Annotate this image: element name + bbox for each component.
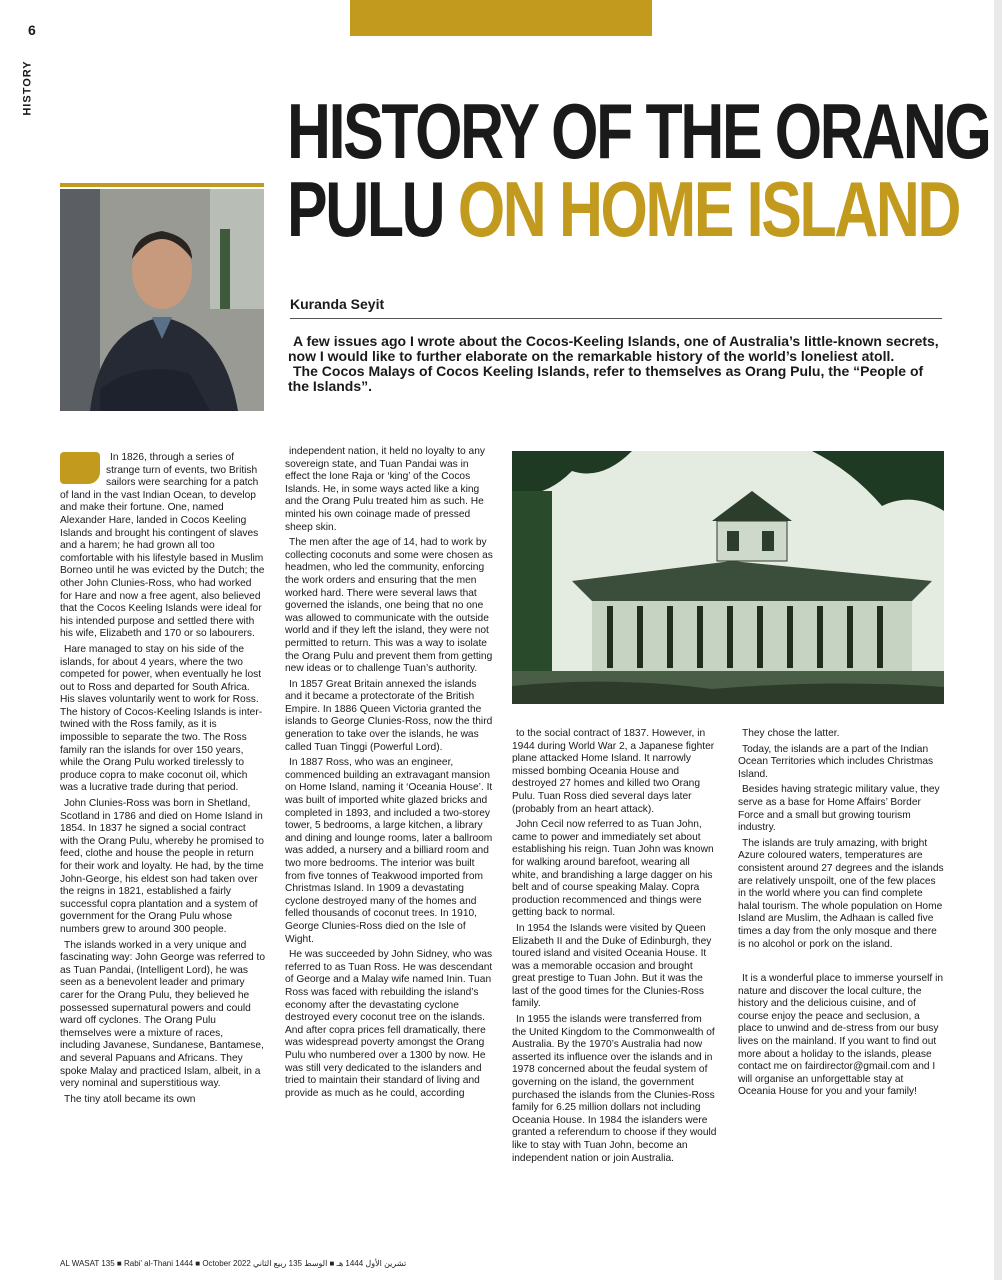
author-photo <box>60 189 264 411</box>
top-accent-bar <box>350 0 652 36</box>
page-footer: AL WASAT 135 ■ Rabi’ al-Thani 1444 ■ October 2022 تشرين الأول 1444 هـ ■ الوسط 135 ربيع الثاني <box>60 1259 407 1268</box>
article-column-2 <box>285 446 493 1103</box>
headline-line-2-dark: PULU <box>287 165 458 253</box>
intro-paragraph: A few issues ago I wrote about the Cocos-Keeling Islands, one of Australia’s little-known secrets, now I would like to further elaborate on the remarkable history of the world’s loneliest atoll. <box>288 333 939 364</box>
article-paragraph: In 1857 Great Britain annexed the islands and it became a protectorate of the British Empire. In 1886 Queen Victoria granted the islands to George Clunies-Ross, now the third generation to take over the islands, he was called Tuan Tinggi (Powerful Lord). <box>285 678 493 753</box>
byline-rule <box>290 318 942 319</box>
article-paragraph: Besides having strategic military value, they serve as a base for Home Affairs’ Border Force and a small but growing tourism industry. <box>738 784 940 834</box>
article-column-1 <box>60 452 266 1109</box>
author-photo-illustration <box>60 189 264 411</box>
oceania-house-photo <box>512 451 944 704</box>
article-paragraph: In 1887 Ross, who was an engineer, commenced building an extravagant mansion on Home Island, naming it ‘Oceania House’. It was built of imported white glazed bricks and completed in 1893, and included a two-storey tower, 5 bedrooms, a large kitchen, a library and dining and lounge rooms, later a ballroom was added, a nursery and a billiard room and two more bedrooms. The interior was built from five tonnes of Teakwood imported from Christmas Island. In 1909 a devastating cyclone destroyed many of the homes and felled thousands of coconut trees. In 1910, George Clunies-Ross died on the Isle of Wight. <box>285 757 493 945</box>
section-label-text: HISTORY <box>21 60 34 116</box>
page-number: 6 <box>28 22 36 38</box>
author-byline: Kuranda Seyit <box>290 296 385 312</box>
article-paragraph: John Cecil now referred to as Tuan John, came to power and immediately set about establishing his reign. Tuan John was known for walking around barefoot, wearing all white, and brandishing a large dagger on his belt and of course speaking Malay. Copra production recommenced and things were getting back to normal. <box>512 819 714 919</box>
article-column-4 <box>738 728 944 1102</box>
article-paragraph: They chose the latter. <box>742 728 840 739</box>
article-paragraph: Hare managed to stay on his side of the islands, for about 4 years, where the two competed for power, when eventually he lost out to Ross and departed for South Africa. His slaves voluntarily went to work for Ross. The history of Cocos-Keeling Islands is inter-twined with the Ross family, as it is impossible to separate the two. The Ross family ran the islands for over 150 years, while the Orang Pulu worked tirelessly to produce copra to make coconut oil, which was a lucrative trade during that period. <box>60 643 263 794</box>
article-paragraph: The islands are truly amazing, with bright Azure coloured waters, temperatures are consistent around 27 degrees and the islands are relatively unspoilt, one of the few places in the world where you can find complete halal tourism. The whole population on Home Island are Muslim, the Adhaan is called five times a day from the only mosque and there is no alcohol or pork on the island. <box>738 837 944 950</box>
article-column-3 <box>512 728 718 1168</box>
headline-line-2-gold: ON HOME ISLAND <box>457 165 960 253</box>
intro-standfirst <box>288 334 948 394</box>
article-paragraph: In 1826, through a series of strange turn of events, two British sailors were searching for a patch of land in the vast Indian Ocean, to develop and make their fortune. One, named Alexander Hare, landed in Cocos Keeling Islands and brought his contingent of slaves and a harem; he had grown all too comfortable with his lifestyle based in Muslim Borneo until he was evicted by the Dutch; the other John Clunies-Ross, who had worked for Hare and now a free agent, also believed that the Cocos Keeling Islands were ideal for his intended purpose and settled there with his wife, Elizabeth and 170 or so labourers. <box>60 452 265 640</box>
intro-paragraph: The Cocos Malays of Cocos Keeling Islands, refer to themselves as Orang Pulu, the “People of the Islands”. <box>288 363 924 394</box>
photo-accent-rule <box>60 183 264 187</box>
page-edge-shadow <box>994 0 1002 1280</box>
article-paragraph: In 1955 the islands were transferred from the United Kingdom to the Commonwealth of Australia. By the 1970’s Australia had now asserted its influence over the islands and in 1978 concerned about the feudal system of governing on the island, the government purchased the islands from the Clunies-Ross family for 6.25 million dollars not including Oceania House. In 1984 the islanders were granted a referendum to choose if they would like to stay with Tuan John, become an independent nation or join Australia. <box>512 1014 717 1164</box>
article-paragraph: independent nation, it held no loyalty to any sovereign state, and Tuan Pandai was in effect the lone Raja or ‘king’ of the Cocos Islands. He, in some ways acted like a king and the Orang Pulu treated him as such. He minted his own coinage made of pressed sheep skin. <box>285 446 485 533</box>
article-paragraph: He was succeeded by John Sidney, who was referred to as Tuan Ross. He was descendant of George and a Malay wife named Inin. Tuan Ross was faced with rebuilding the island’s economy after the devastating cyclone destroyed every coconut tree on the islands. And after copra prices fell dramatically, there was widespread poverty amongst the Orang Pulu who numbered over a 1300 by now. He was still very dedicated to the islanders and tried to maintain their standard of living and provide as much as he could, according <box>285 949 493 1099</box>
headline <box>287 87 990 253</box>
oceania-house-illustration <box>512 451 944 704</box>
article-paragraph: It is a wonderful place to immerse yourself in nature and discover the local culture, the history and the delicious cuisine, and of course enjoy the peace and seclusion, a place to unwind and de-stress from our busy lives on the mainland. If you want to find out more about a holiday to the islands, please contact me on fairdirector@gmail.com and I will organise an unforgettable stay at Oceania House for you and your family! <box>738 973 944 1098</box>
section-label <box>20 60 40 120</box>
article-paragraph: In 1954 the Islands were visited by Queen Elizabeth II and the Duke of Edinburgh, they toured island and visited Oceania House. It was a memorable occasion and brought great prestige to Tuan John. But it was the last of the good times for the Clunies-Ross family. <box>512 922 712 1010</box>
article-paragraph: Today, the islands are a part of the Indian Ocean Territories which includes Christmas Island. <box>738 743 934 780</box>
article-paragraph: to the social contract of 1837. However, in 1944 during World War 2, a Japanese fighter plane attacked Home Island. It narrowly missed bombing Oceania House and destroyed 27 homes and killed two Orang Pulu. Tuan Ross died several days later (probably from an heart attack). <box>512 728 715 815</box>
article-paragraph: The islands worked in a very unique and fascinating way: John George was referred to as Tuan Pandai, (Intelligent Lord), he was seen as a benevolent leader and primary carer for the Orang Pulu, they believed he possessed supernatural powers and could ward off cyclones. The Orang Pulu themselves were a mixture of races, including Javanese, Sundanese, Bantamese, and several Papuans and Africans. They spoke Malay and practiced Islam, albeit, in a very nominal and superstitious way. <box>60 939 265 1090</box>
article-paragraph: John Clunies-Ross was born in Shetland, Scotland in 1786 and died on Home Island in 1854. In 1837 he signed a social contract with the Orang Pulu, whereby he promised to feed, clothe and house the people in return for their work and loyalty. He had, by the time John-George, his eldest son had taken over the reigns in 1821, established a fairly successful copra plantation and a system of government for the Orang Pulu whose numbers grew to around 300 people. <box>60 798 264 935</box>
article-paragraph: The tiny atoll became its own <box>64 1093 196 1105</box>
quote-dropcap-icon <box>60 452 100 484</box>
headline-line-1: HISTORY OF THE ORANG <box>287 87 990 175</box>
article-paragraph: The men after the age of 14, had to work by collecting coconuts and some were chosen as headmen, who led the community, enforcing the work orders and ensuring that the men worked hard. There were several laws that governed the islands, one being that no one was allowed to communicate with the outside world and if they left the island, they were not permitted to return. This was a way to isolate the Orang Pulu and prevent them from getting new ideas or to challenge Tuan’s authority. <box>285 537 493 675</box>
headline-line-2 <box>287 165 960 253</box>
